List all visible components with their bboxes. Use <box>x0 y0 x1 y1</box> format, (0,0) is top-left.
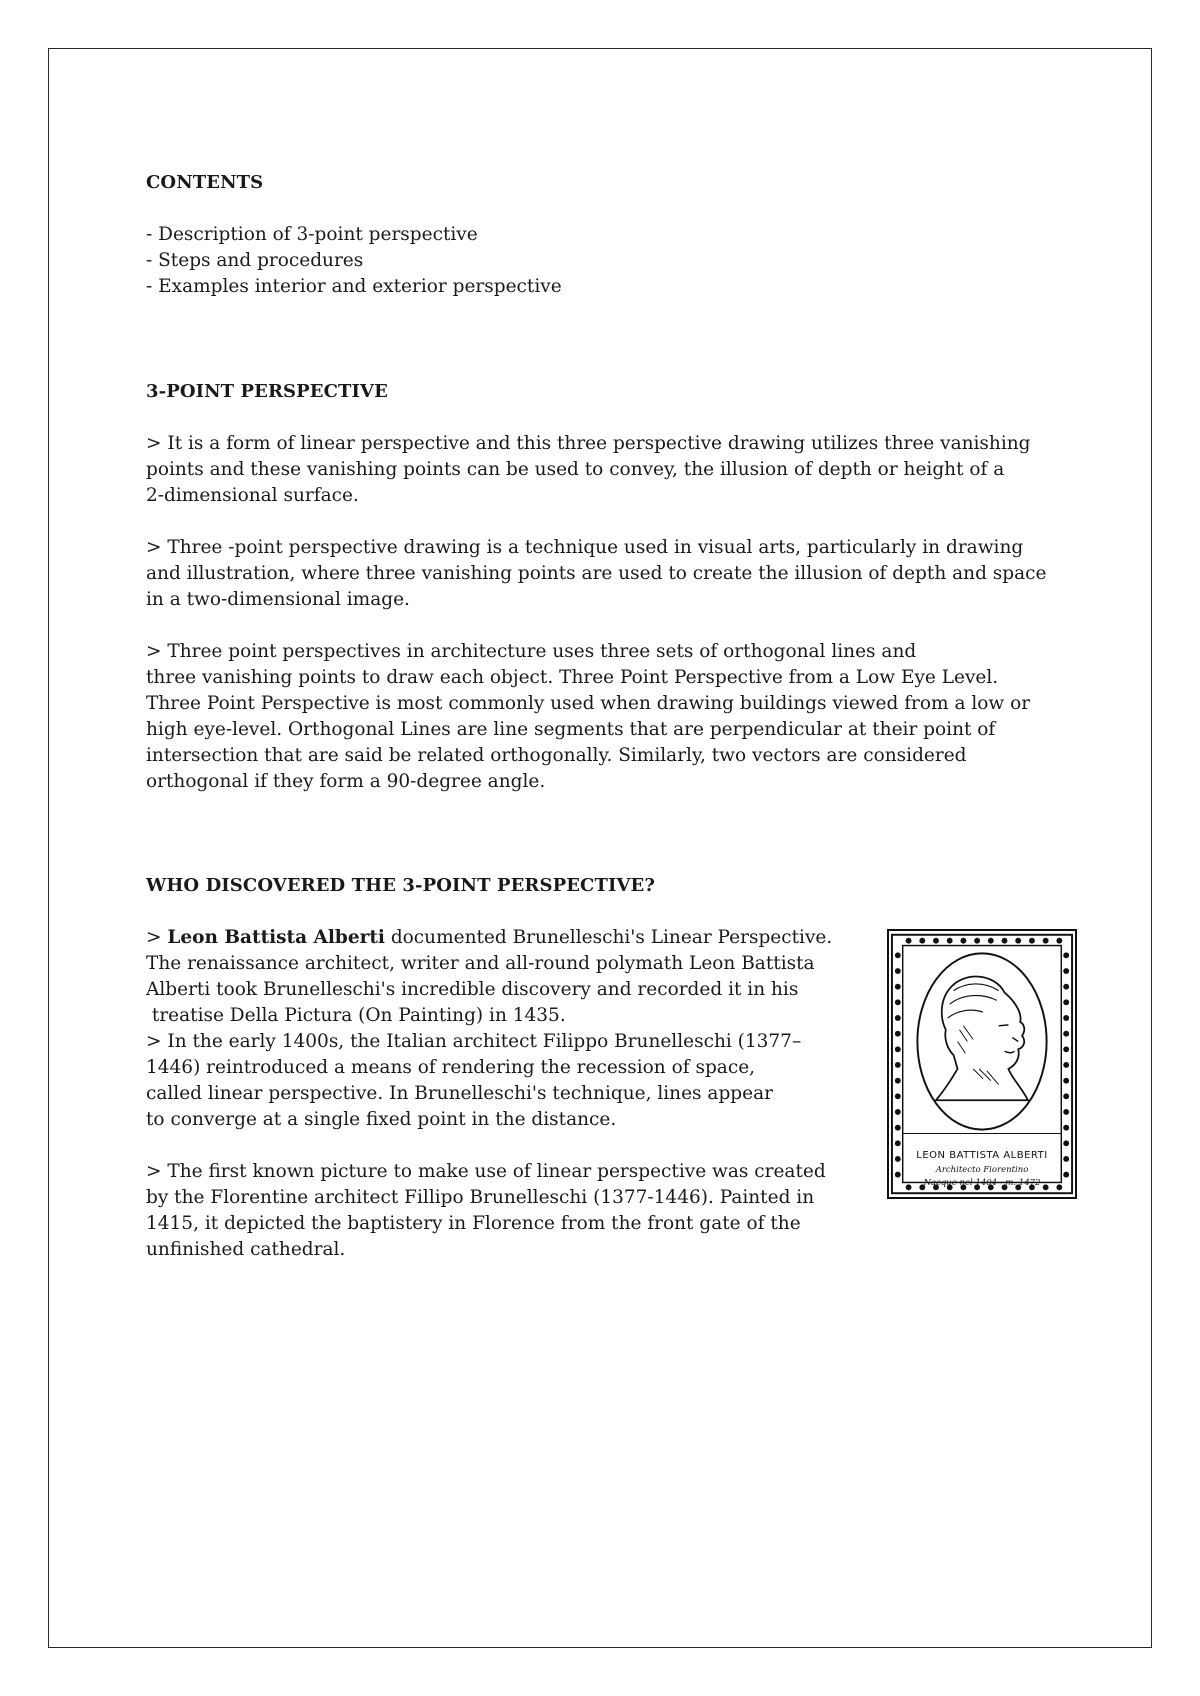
who-section <box>146 873 1066 1263</box>
list-item: - Steps and procedures <box>146 250 364 271</box>
text-line: 2-dimensional surface. <box>146 485 359 506</box>
text-line: Alberti took Brunelleschi's incredible discovery and recorded it in his <box>146 979 799 1000</box>
text-line: Three Point Perspective is most commonly used when drawing buildings viewed from a low or <box>146 693 1031 714</box>
text-line: 1415, it depicted the baptistery in Florence from the front gate of the <box>146 1213 801 1234</box>
text-line: by the Florentine architect Fillipo Brunelleschi (1377-1446). Painted in <box>146 1187 815 1208</box>
text-line: unfinished cathedral. <box>146 1239 346 1260</box>
text-line: > It is a form of linear perspective and this three perspective drawing utilizes three vanishing <box>146 433 1031 454</box>
perspective-heading: 3-POINT PERSPECTIVE <box>146 381 388 402</box>
text-line: treatise Della Pictura (On Painting) in 1435. <box>146 1005 566 1026</box>
text-line: and illustration, where three vanishing points are used to create the illusion of depth and space <box>146 563 1047 584</box>
text-fragment: documented Brunelleschi's Linear Perspective. <box>384 927 833 948</box>
text-line: intersection that are said be related orthogonally. Similarly, two vectors are considered <box>146 745 967 766</box>
text-line: > In the early 1400s, the Italian architect Filippo Brunelleschi (1377– <box>146 1031 802 1052</box>
perspective-paragraph-1 <box>146 431 1066 509</box>
alberti-name: Leon Battista Alberti <box>167 927 385 948</box>
text-line: called linear perspective. In Brunelleschi's technique, lines appear <box>146 1083 773 1104</box>
text-line: > The first known picture to make use of linear perspective was created <box>146 1161 826 1182</box>
text-line: The renaissance architect, writer and all-round polymath Leon Battista <box>146 953 815 974</box>
portrait-caption-name: LEON BATTISTA ALBERTI <box>916 1150 1048 1161</box>
list-item: - Examples interior and exterior perspective <box>146 276 562 297</box>
text-line: points and these vanishing points can be used to convey, the illusion of depth or height of a <box>146 459 1005 480</box>
perspective-paragraph-3 <box>146 639 1066 795</box>
contents-heading: CONTENTS <box>146 172 264 193</box>
text-line: three vanishing points to draw each object. Three Point Perspective from a Low Eye Level. <box>146 667 999 688</box>
text-line: orthogonal if they form a 90-degree angle. <box>146 771 546 792</box>
portrait-caption-subtitle: Architecto Fiorentino <box>935 1165 1029 1175</box>
document-body <box>146 170 1066 1263</box>
text-line: > Three point perspectives in architecture uses three sets of orthogonal lines and <box>146 641 917 662</box>
list-item: - Description of 3-point perspective <box>146 224 478 245</box>
who-paragraph-2 <box>146 1159 846 1263</box>
text-line: in a two-dimensional image. <box>146 589 410 610</box>
text-line: > Three -point perspective drawing is a technique used in visual arts, particularly in drawing <box>146 537 1024 558</box>
perspective-paragraph-2 <box>146 535 1066 613</box>
text-line: to converge at a single fixed point in the distance. <box>146 1109 617 1130</box>
text-line <box>146 925 846 951</box>
text-line: high eye-level. Orthogonal Lines are line segments that are perpendicular at their point of <box>146 719 996 740</box>
alberti-portrait-image <box>887 929 1077 1199</box>
portrait-caption-dates: Nacque nel 1404 - m. 1472 <box>923 1178 1041 1188</box>
text-prefix: > <box>146 927 168 948</box>
who-paragraph-1 <box>146 925 846 1133</box>
who-heading: WHO DISCOVERED THE 3-POINT PERSPECTIVE? <box>146 875 655 896</box>
text-line: 1446) reintroduced a means of rendering the recession of space, <box>146 1057 756 1078</box>
contents-list <box>146 222 1066 300</box>
